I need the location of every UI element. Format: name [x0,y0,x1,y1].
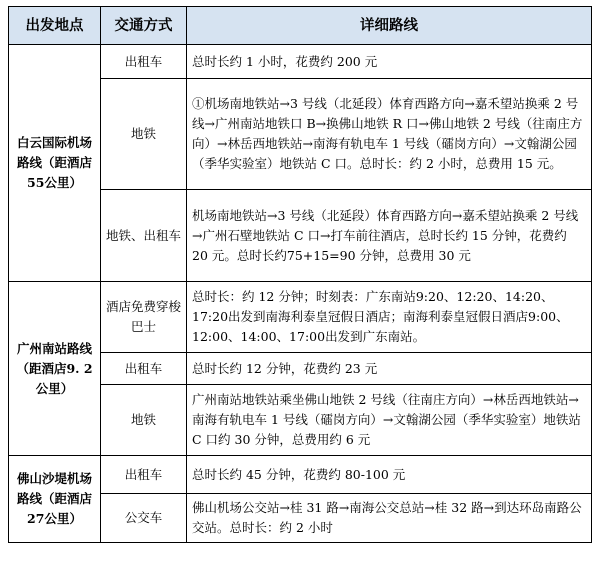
header-row [9,7,592,45]
origin-baiyun-airport: 白云国际机场路线（距酒店55公里） [9,45,101,282]
detail-cell: 总时长约 45 分钟，花费约 80-100 元 [187,456,592,494]
mode-cell: 出租车 [101,353,187,385]
detail-cell: 总时长约 1 小时，花费约 200 元 [187,45,592,79]
origin-foshan-shadi-airport: 佛山沙堤机场路线（距酒店27公里） [9,456,101,543]
mode-cell: 公交车 [101,494,187,543]
detail-cell: 总时长约 12 分钟，花费约 23 元 [187,353,592,385]
header-origin: 出发地点 [9,7,101,45]
mode-cell: 地铁 [101,385,187,456]
table-row [9,456,592,494]
header-detail: 详细路线 [187,7,592,45]
mode-cell: 地铁、出租车 [101,190,187,282]
detail-cell: 机场南地铁站→3 号线（北延段）体育西路方向→嘉禾望站换乘 2 号线→广州石壁地铁站 C 口→打车前往酒店，总时长约 15 分钟，花费约 20 元。总时长约75+15=90 分钟，总费用 30 元 [187,190,592,282]
table-row [9,282,592,353]
detail-cell: ①机场南地铁站→3 号线（北延段）体育西路方向→嘉禾望站换乘 2 号线→广州南站地铁口 B→换佛山地铁 R 口→佛山地铁 2 号线（往南庄方向）→林岳西地铁站→南海有轨电车 1 号线（礌岗方向）→文翰湖公园（季华实验室）地铁站 C 口。总时长：约 2 小时，总费用 15 元。 [187,79,592,190]
mode-cell: 出租车 [101,45,187,79]
table-row [9,45,592,79]
header-mode: 交通方式 [101,7,187,45]
origin-guangzhou-south: 广州南站路线（距酒店9. 2公里） [9,282,101,456]
detail-cell: 总时长：约 12 分钟；时刻表：广东南站9:20、12:20、14:20、17:20出发到南海利泰皇冠假日酒店；南海利泰皇冠假日酒店9:00、12:00、14:00、17:00出发到广东南站。 [187,282,592,353]
mode-cell: 地铁 [101,79,187,190]
detail-cell: 广州南站地铁站乘坐佛山地铁 2 号线（往南庄方向）→林岳西地铁站→南海有轨电车 1 号线（礌岗方向）→文翰湖公园（季华实验室）地铁站 C 口约 30 分钟，总费用约 6 元 [187,385,592,456]
detail-cell: 佛山机场公交站→桂 31 路→南海公交总站→桂 32 路→到达环岛南路公交站。总时长：约 2 小时 [187,494,592,543]
route-table [8,6,592,543]
mode-cell: 酒店免费穿梭巴士 [101,282,187,353]
mode-cell: 出租车 [101,456,187,494]
